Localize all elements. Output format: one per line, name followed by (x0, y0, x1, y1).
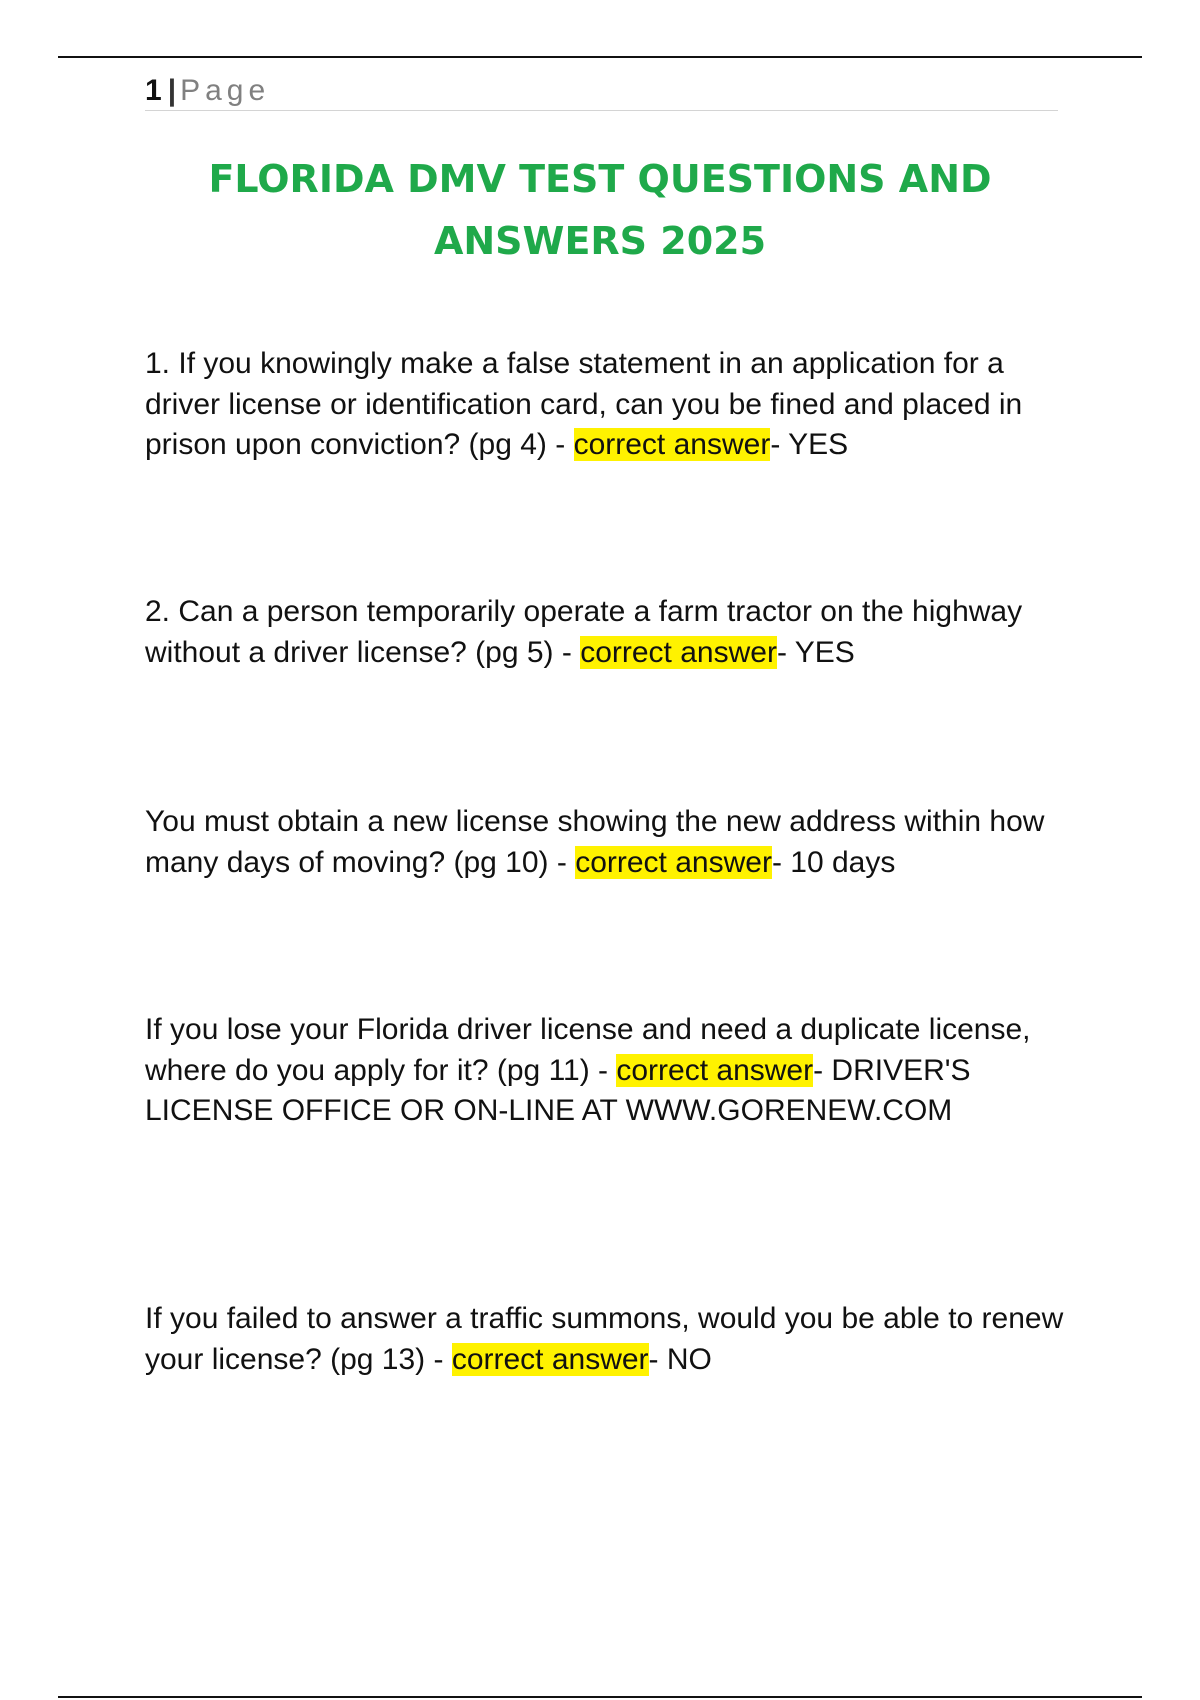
qa-item (145, 1299, 1065, 1380)
answer-label-highlight: correct answer (616, 1053, 814, 1087)
answer-text: - YES (770, 428, 849, 461)
question-text: If you lose your Florida driver license and need a duplicate license, where do you apply for it? (pg 11) - (145, 1013, 1031, 1087)
question-text: You must obtain a new license showing the new address within how many days of moving? (pg 10) - (145, 805, 1045, 879)
qa-item (145, 1010, 1065, 1132)
qa-item (145, 592, 1065, 673)
answer-text: - 10 days (771, 845, 896, 879)
question-text: 2. Can a person temporarily operate a farm tractor on the highway without a driver license? (pg 5) - (145, 595, 1023, 669)
answer-label-highlight: correct answer (575, 845, 772, 879)
top-rule (58, 56, 1142, 58)
page-header (145, 72, 1058, 111)
answer-text: - YES (776, 635, 855, 669)
answer-label-highlight: correct answer (573, 428, 771, 461)
document-title: FLORIDA DMV TEST QUESTIONS AND ANSWERS 2025 (208, 157, 992, 263)
answer-text: - NO (648, 1342, 712, 1376)
question-text: If you failed to answer a traffic summons, would you be able to renew your license? (pg 13) - (145, 1302, 1064, 1376)
qa-item (145, 802, 1065, 883)
page-label: Page (180, 74, 271, 107)
answer-text: - DRIVER'S LICENSE OFFICE OR ON-LINE AT WWW.GORENEW.COM (145, 1053, 971, 1127)
answer-label-highlight: correct answer (580, 635, 777, 669)
qa-item (145, 344, 1065, 466)
page-number: 1 (145, 74, 162, 107)
answer-label-highlight: correct answer (451, 1342, 649, 1376)
bottom-rule (58, 1696, 1142, 1698)
question-text: 1. If you knowingly make a false statement in an application for a driver license or identification card, can you be fined and placed in prison upon conviction? (pg 4) - (145, 347, 1023, 461)
page-separator: | (167, 74, 177, 107)
